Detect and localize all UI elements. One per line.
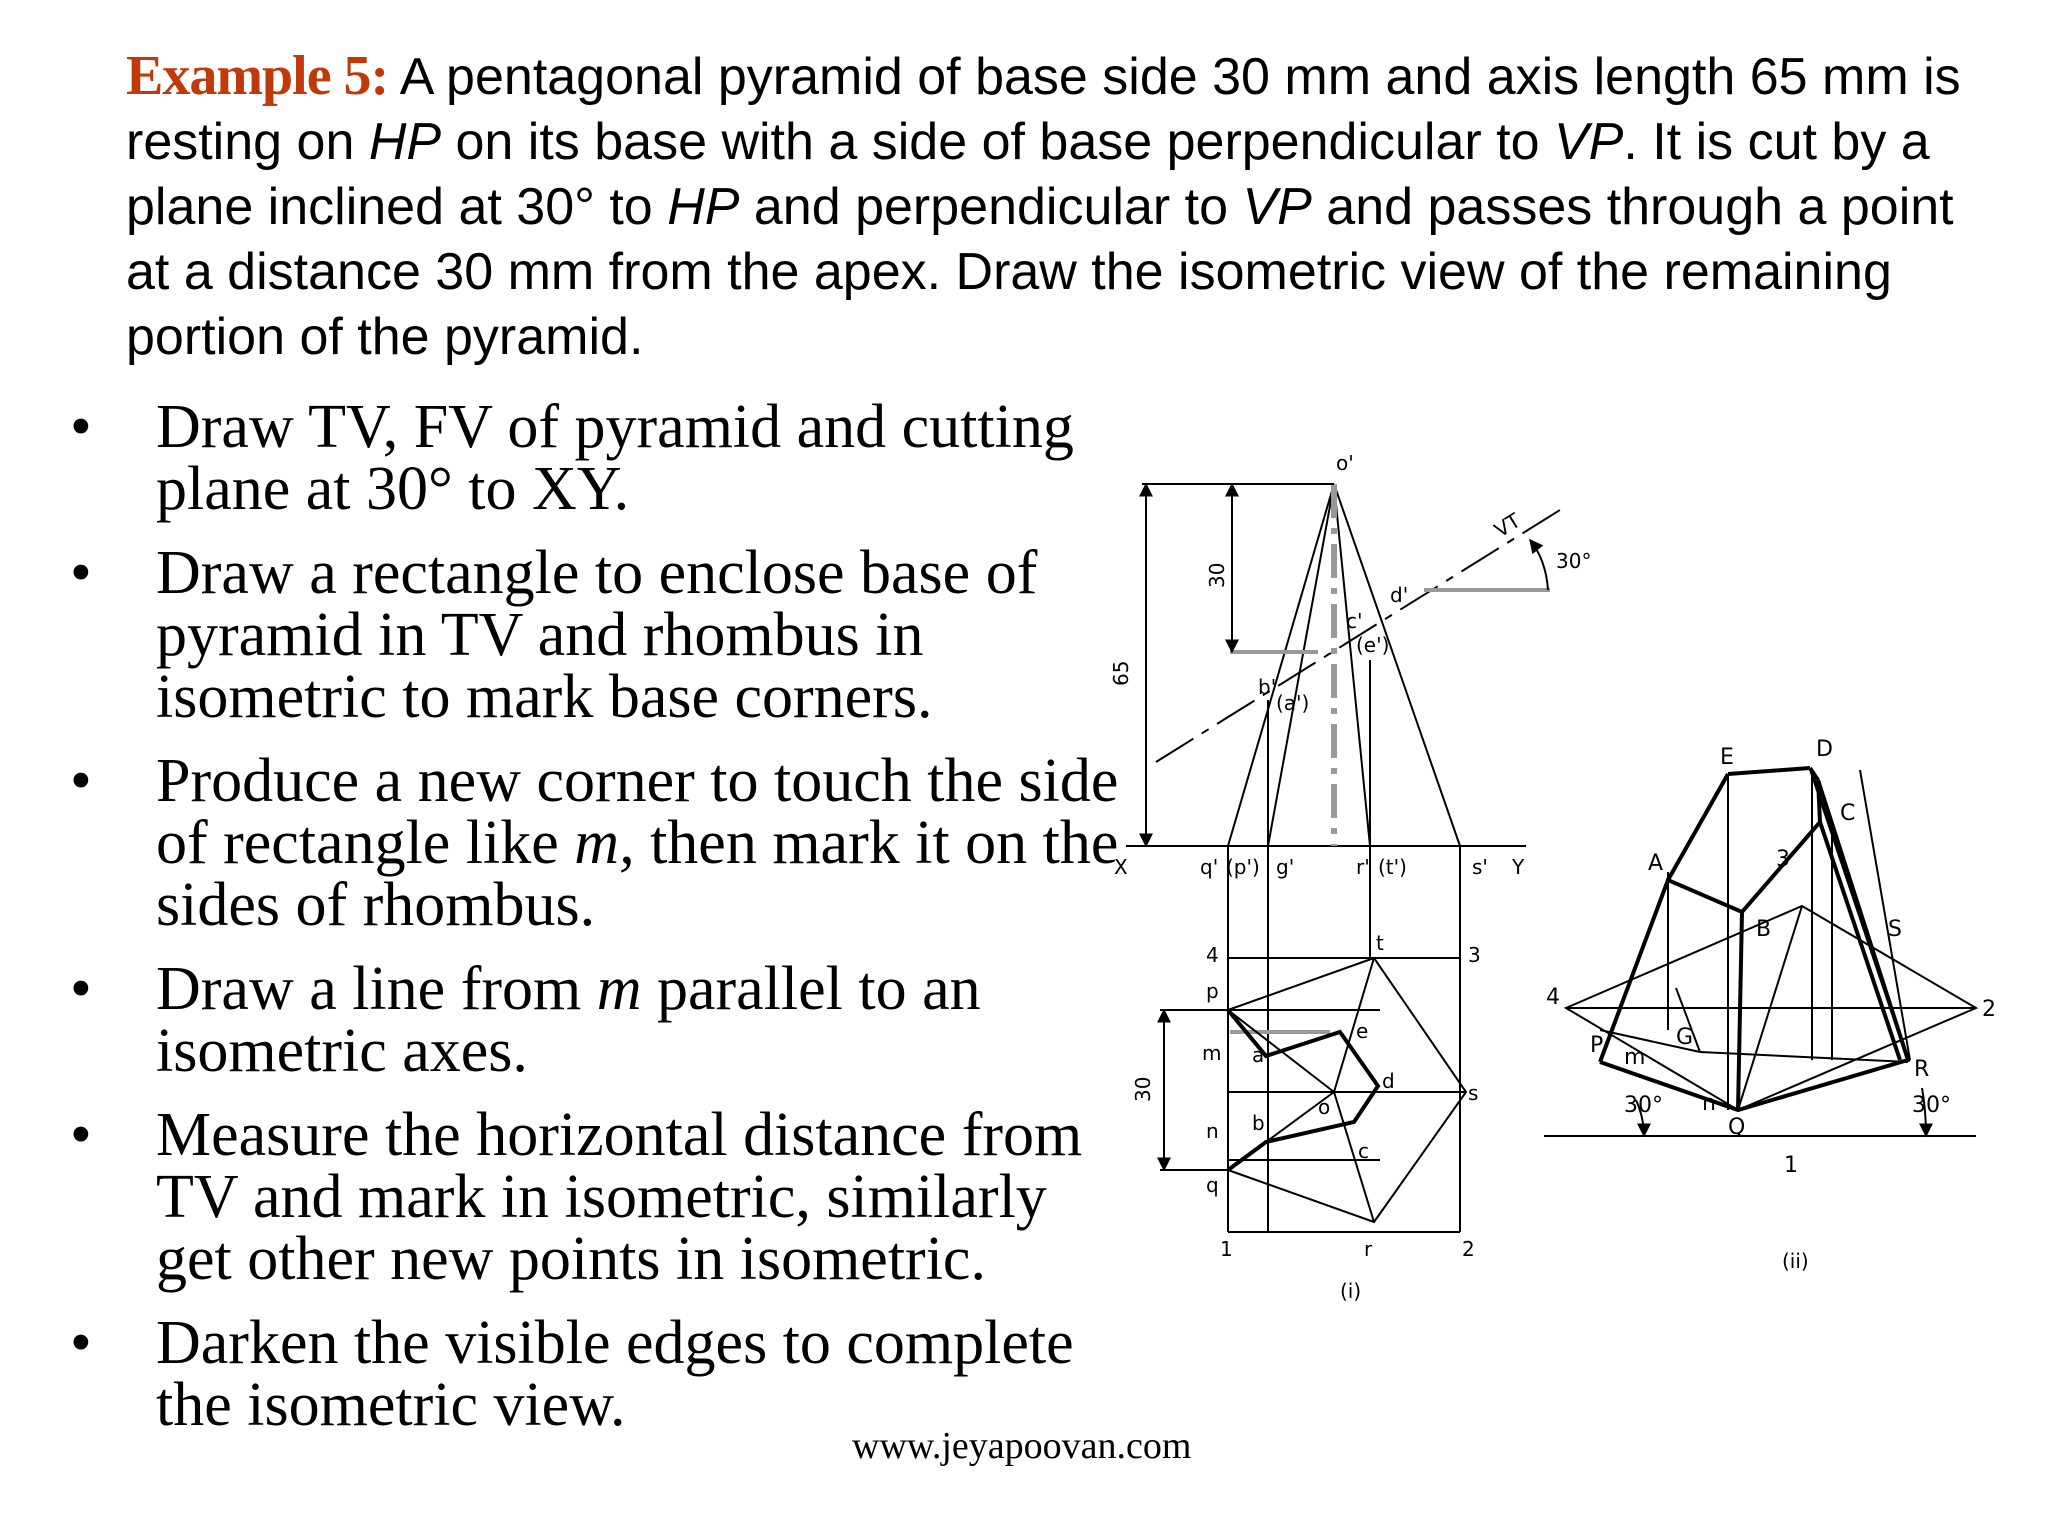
label-S: S bbox=[1888, 917, 1902, 942]
label-C: C bbox=[1840, 801, 1856, 826]
label-q-prime: q' bbox=[1200, 855, 1219, 879]
text-run: and passes through a point at a distance 30 mm from the apex. Draw the isometric view of the remaining portion of the pyramid. bbox=[126, 178, 1954, 366]
text-run: Draw a line from bbox=[156, 955, 597, 1023]
label-g-prime: g' bbox=[1276, 855, 1295, 879]
emphasis-text: VP bbox=[1553, 113, 1624, 171]
caption-ii: (ii) bbox=[1782, 1249, 1809, 1273]
label-E: E bbox=[1720, 745, 1734, 770]
label-a-prime: (a') bbox=[1276, 691, 1310, 715]
emphasis-text: VP bbox=[1242, 178, 1312, 236]
bullet-icon: • bbox=[70, 1101, 92, 1169]
label-t: t bbox=[1376, 931, 1384, 955]
label-2: 2 bbox=[1982, 997, 1996, 1022]
label-s: s bbox=[1468, 1081, 1479, 1105]
label-a: a bbox=[1252, 1043, 1265, 1067]
text-run: Measure the horizontal distance from TV and mark in isometric, similarly get other new points in isometric. bbox=[156, 1101, 1083, 1293]
label-c-prime: c' bbox=[1346, 609, 1363, 633]
text-run: parallel to an isometric axes. bbox=[156, 955, 981, 1085]
label-e-prime: (e') bbox=[1356, 633, 1390, 657]
label-D: D bbox=[1816, 737, 1833, 762]
label-vt: VT bbox=[1489, 508, 1525, 543]
label-angle-left: 30° bbox=[1624, 1093, 1663, 1118]
label-p: p bbox=[1206, 979, 1219, 1003]
dim-30-front: 30 bbox=[1205, 562, 1229, 588]
top-view-labels bbox=[1131, 931, 1481, 1303]
front-view-labels bbox=[1109, 451, 1591, 879]
label-m: m bbox=[1624, 1045, 1646, 1070]
label-P: P bbox=[1590, 1033, 1604, 1058]
label-apex: o' bbox=[1336, 451, 1354, 475]
bullet-icon: • bbox=[70, 955, 92, 1023]
bullet-icon: • bbox=[70, 1309, 92, 1377]
label-4: 4 bbox=[1206, 943, 1219, 967]
text-run: Produce a new corner to touch the side of rectangle like bbox=[156, 747, 1119, 877]
label-vt-angle: 30° bbox=[1556, 549, 1592, 573]
emphasis-text: m, bbox=[574, 809, 635, 877]
label-x: X bbox=[1114, 855, 1128, 879]
label-G: G bbox=[1676, 1025, 1694, 1050]
bullet-icon: • bbox=[70, 747, 92, 815]
label-p-prime: (p') bbox=[1226, 855, 1260, 879]
label-B: B bbox=[1756, 917, 1772, 942]
text-run: Darken the visible edges to complete the isometric view. bbox=[156, 1309, 1074, 1439]
label-2: 2 bbox=[1462, 1237, 1475, 1261]
label-t-prime: (t') bbox=[1378, 855, 1407, 879]
text-run: Draw a rectangle to enclose base of pyramid in TV and rhombus in isometric to mark base corners. bbox=[156, 539, 1038, 731]
label-n: n bbox=[1702, 1091, 1716, 1116]
emphasis-text: HP bbox=[667, 178, 740, 236]
label-y: Y bbox=[1512, 855, 1525, 879]
label-n: n bbox=[1206, 1119, 1219, 1143]
label-4: 4 bbox=[1546, 985, 1560, 1010]
dim-65: 65 bbox=[1109, 660, 1133, 686]
dim-30-top: 30 bbox=[1131, 1076, 1155, 1102]
label-b-prime: b' bbox=[1258, 675, 1277, 699]
label-m: m bbox=[1202, 1041, 1222, 1065]
isometric-view bbox=[1544, 768, 1976, 1136]
label-b: b bbox=[1252, 1111, 1265, 1135]
label-e: e bbox=[1356, 1019, 1369, 1043]
source-url: www.jeyapoovan.com bbox=[852, 1425, 1192, 1467]
text-run: on its base with a side of base perpendicular to bbox=[441, 113, 1554, 171]
label-r-prime: r' bbox=[1356, 855, 1370, 879]
label-d: d bbox=[1382, 1069, 1395, 1093]
label-o: o bbox=[1318, 1095, 1331, 1119]
emphasis-text: HP bbox=[368, 113, 442, 171]
label-A: A bbox=[1648, 851, 1664, 876]
label-s-prime: s' bbox=[1472, 855, 1488, 879]
label-3: 3 bbox=[1468, 943, 1481, 967]
label-d-prime: d' bbox=[1390, 583, 1409, 607]
example-label: Example 5: bbox=[126, 45, 389, 107]
label-Q: Q bbox=[1728, 1115, 1746, 1140]
caption-i: (i) bbox=[1340, 1279, 1362, 1303]
label-r: r bbox=[1364, 1237, 1373, 1261]
bullet-icon: • bbox=[70, 393, 92, 461]
label-3: 3 bbox=[1776, 847, 1790, 872]
bullet-icon: • bbox=[70, 539, 92, 607]
text-run: then mark it on the sides of rhombus. bbox=[156, 809, 1119, 939]
text-run: . It is cut by a plane inclined at 30° to bbox=[126, 113, 1930, 236]
text-run: A pentagonal pyramid of base side 30 mm and axis length 65 mm is resting on bbox=[126, 48, 1961, 171]
label-angle-right: 30° bbox=[1912, 1093, 1951, 1118]
label-c: c bbox=[1358, 1139, 1369, 1163]
emphasis-text: m bbox=[596, 955, 642, 1023]
label-1: 1 bbox=[1220, 1237, 1233, 1261]
text-run: and perpendicular to bbox=[739, 178, 1243, 236]
label-R: R bbox=[1914, 1057, 1930, 1082]
label-1: 1 bbox=[1784, 1153, 1798, 1178]
text-run: Draw TV, FV of pyramid and cutting plane at 30° to XY. bbox=[156, 393, 1074, 523]
front-view bbox=[1126, 484, 1560, 846]
label-q: q bbox=[1206, 1173, 1219, 1197]
